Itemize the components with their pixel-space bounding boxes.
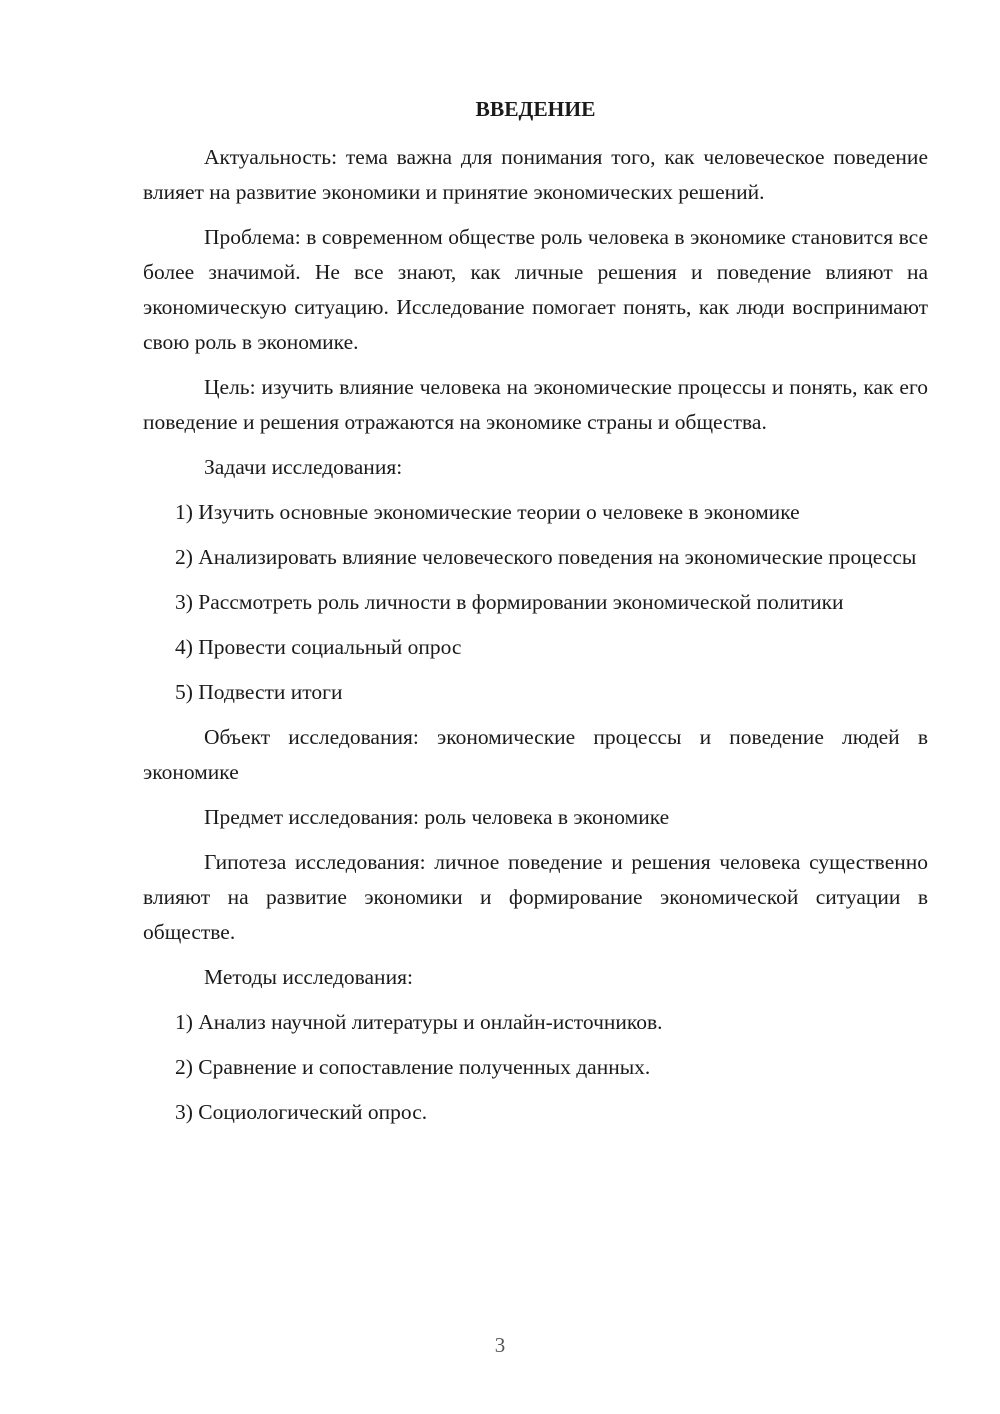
task-item: 1) Изучить основные экономические теории о человеке в экономике: [175, 500, 800, 524]
task-item: 5) Подвести итоги: [175, 680, 343, 704]
relevance-paragraph: Актуальность: тема важна для понимания того, как человеческое поведение влияет на развитие экономики и принятие экономических решений.: [143, 145, 928, 204]
document-page: [143, 92, 928, 1140]
task-item: 2) Анализировать влияние человеческого поведения на экономические процессы: [175, 545, 917, 569]
subject-paragraph: Предмет исследования: роль человека в экономике: [204, 805, 670, 829]
hypothesis-paragraph: Гипотеза исследования: личное поведение и решения человека существенно влияют на развитие экономики и формирование экономической ситуации в обществе.: [143, 850, 928, 944]
page-title: ВВЕДЕНИЕ: [475, 97, 596, 121]
task-item: 4) Провести социальный опрос: [175, 635, 462, 659]
method-item: 1) Анализ научной литературы и онлайн-источников.: [175, 1010, 663, 1034]
object-paragraph: Объект исследования: экономические процессы и поведение людей в экономике: [143, 725, 928, 784]
method-item: 2) Сравнение и сопоставление полученных данных.: [175, 1055, 651, 1079]
problem-paragraph: Проблема: в современном обществе роль человека в экономике становится все более значимой. Не все знают, как личные решения и поведение влияют на экономическую ситуацию. Исследование помогает понять, как люди воспринимают свою роль в экономике.: [143, 225, 928, 354]
goal-paragraph: Цель: изучить влияние человека на экономические процессы и понять, как его поведение и решения отражаются на экономике страны и общества.: [143, 375, 928, 434]
methods-heading: Методы исследования:: [204, 965, 413, 989]
task-item: 3) Рассмотреть роль личности в формировании экономической политики: [175, 590, 844, 614]
page-number: 3: [494, 1333, 506, 1357]
method-item: 3) Социологический опрос.: [175, 1100, 428, 1124]
tasks-heading: Задачи исследования:: [204, 455, 403, 479]
